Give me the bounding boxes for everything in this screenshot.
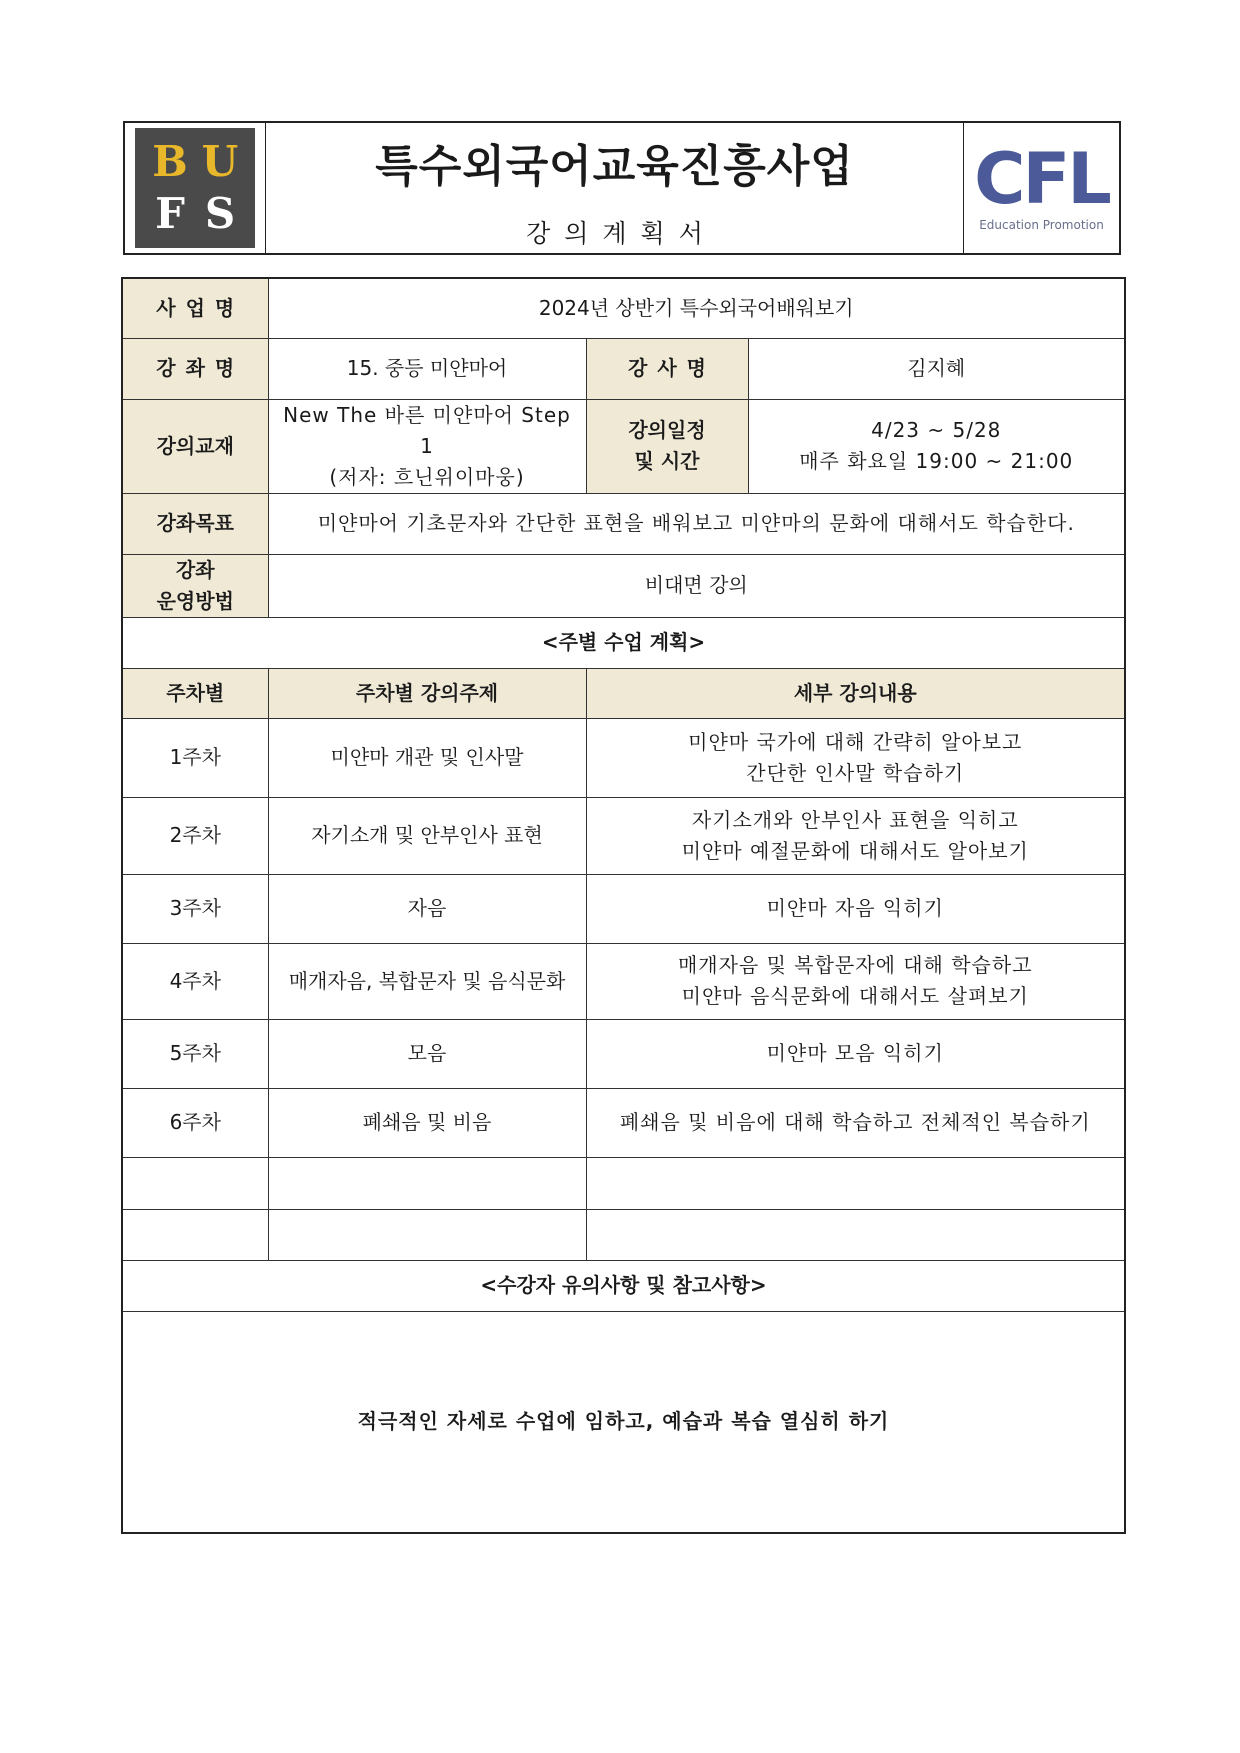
detail-cell <box>586 718 1125 797</box>
notes-section-row <box>122 1260 1125 1311</box>
table-row <box>122 943 1125 1019</box>
col-header-topic: 주차별 강의주제 <box>268 668 586 718</box>
empty-row <box>122 1157 1125 1209</box>
textbook-author: (저자: 흐닌위이마웅) <box>329 464 525 489</box>
notes-section-title: <수강자 유의사항 및 참고사항> <box>122 1260 1125 1311</box>
textbook-label: 강의교재 <box>122 399 268 493</box>
notes-content-row <box>122 1311 1125 1533</box>
empty-row <box>122 1209 1125 1260</box>
schedule-time: 매주 화요일 19:00 ~ 21:00 <box>799 449 1074 473</box>
goal-label: 강좌목표 <box>122 493 268 554</box>
week-cell: 2주차 <box>122 797 268 874</box>
detail-line: 매개자음 및 복합문자에 대해 학습하고 <box>677 953 1033 977</box>
detail-line: 미얀마 예절문화에 대해서도 알아보기 <box>681 838 1029 863</box>
empty-cell <box>268 1209 586 1260</box>
bufs-logo-cell <box>125 123 266 253</box>
detail-line: 간단한 인사말 학습하기 <box>746 760 965 785</box>
table-row <box>122 1019 1125 1088</box>
week-cell: 6주차 <box>122 1088 268 1157</box>
bufs-logo-letter: S <box>204 189 236 238</box>
bufs-logo-letter: U <box>201 137 239 186</box>
col-header-week: 주차별 <box>122 668 268 718</box>
bufs-logo-letter: F <box>155 189 185 238</box>
detail-cell: 폐쇄음 및 비음에 대해 학습하고 전체적인 복습하기 <box>586 1088 1125 1157</box>
empty-cell <box>586 1209 1125 1260</box>
topic-cell: 미얀마 개관 및 인사말 <box>268 718 586 797</box>
document-title: 특수외국어교육진흥사업 <box>375 141 854 192</box>
weekly-header-row <box>122 668 1125 718</box>
goal-value: 미얀마어 기초문자와 간단한 표현을 배워보고 미얀마의 문화에 대해서도 학습한다. <box>268 493 1125 554</box>
detail-line: 미얀마 음식문화에 대해서도 살펴보기 <box>681 984 1029 1008</box>
col-header-detail: 세부 강의내용 <box>586 668 1125 718</box>
method-label-line2: 운영방법 <box>156 588 234 613</box>
document-header <box>123 121 1121 255</box>
cfl-logo: CFL <box>974 138 1109 220</box>
goal-row <box>122 493 1125 554</box>
project-row <box>122 278 1125 338</box>
textbook-row <box>122 399 1125 493</box>
empty-cell <box>122 1209 268 1260</box>
document-subtitle: 강의계획서 <box>526 219 717 248</box>
method-label-line1: 강좌 <box>175 557 215 582</box>
detail-line: 미얀마 국가에 대해 간략히 알아보고 <box>688 729 1023 754</box>
cfl-logo-cell <box>963 123 1119 253</box>
method-label <box>122 554 268 617</box>
course-label: 강좌명 <box>122 338 268 399</box>
week-cell: 4주차 <box>122 943 268 1019</box>
lecture-plan-table <box>121 277 1126 1534</box>
schedule-label <box>586 399 748 493</box>
topic-cell: 폐쇄음 및 비음 <box>268 1088 586 1157</box>
week-cell: 5주차 <box>122 1019 268 1088</box>
project-label: 사업명 <box>122 278 268 338</box>
empty-cell <box>586 1157 1125 1209</box>
course-row <box>122 338 1125 399</box>
instructor-value: 김지혜 <box>748 338 1125 399</box>
table-row <box>122 874 1125 943</box>
schedule-value <box>748 399 1125 493</box>
detail-cell: 미얀마 모음 익히기 <box>586 1019 1125 1088</box>
topic-cell: 자음 <box>268 874 586 943</box>
method-value: 비대면 강의 <box>268 554 1125 617</box>
method-row <box>122 554 1125 617</box>
table-row <box>122 797 1125 874</box>
schedule-label-line2: 및 시간 <box>634 449 700 473</box>
week-cell: 1주차 <box>122 718 268 797</box>
title-cell <box>266 123 963 253</box>
topic-cell: 모음 <box>268 1019 586 1088</box>
bufs-logo-letter: B <box>152 137 188 186</box>
schedule-label-line1: 강의일정 <box>628 418 706 442</box>
bufs-logo <box>135 128 255 248</box>
table-row <box>122 1088 1125 1157</box>
empty-cell <box>122 1157 268 1209</box>
project-value: 2024년 상반기 특수외국어배워보기 <box>268 278 1125 338</box>
detail-cell <box>586 797 1125 874</box>
topic-cell: 자기소개 및 안부인사 표현 <box>268 797 586 874</box>
schedule-dates: 4/23 ~ 5/28 <box>871 418 1002 442</box>
week-cell: 3주차 <box>122 874 268 943</box>
detail-cell <box>586 943 1125 1019</box>
cfl-logo-tagline: Education Promotion <box>979 218 1104 232</box>
notes-content: 적극적인 자세로 수업에 임하고, 예습과 복습 열심히 하기 <box>122 1311 1125 1533</box>
weekly-section-title: <주별 수업 계획> <box>122 617 1125 668</box>
table-row <box>122 718 1125 797</box>
course-value: 15. 중등 미얀마어 <box>268 338 586 399</box>
instructor-label: 강사명 <box>586 338 748 399</box>
textbook-value <box>268 399 586 493</box>
detail-line: 자기소개와 안부인사 표현을 익히고 <box>691 807 1019 832</box>
detail-cell: 미얀마 자음 익히기 <box>586 874 1125 943</box>
textbook-title: New The 바른 미얀마어 Step 1 <box>283 402 571 458</box>
empty-cell <box>268 1157 586 1209</box>
weekly-section-row <box>122 617 1125 668</box>
topic-cell: 매개자음, 복합문자 및 음식문화 <box>268 943 586 1019</box>
